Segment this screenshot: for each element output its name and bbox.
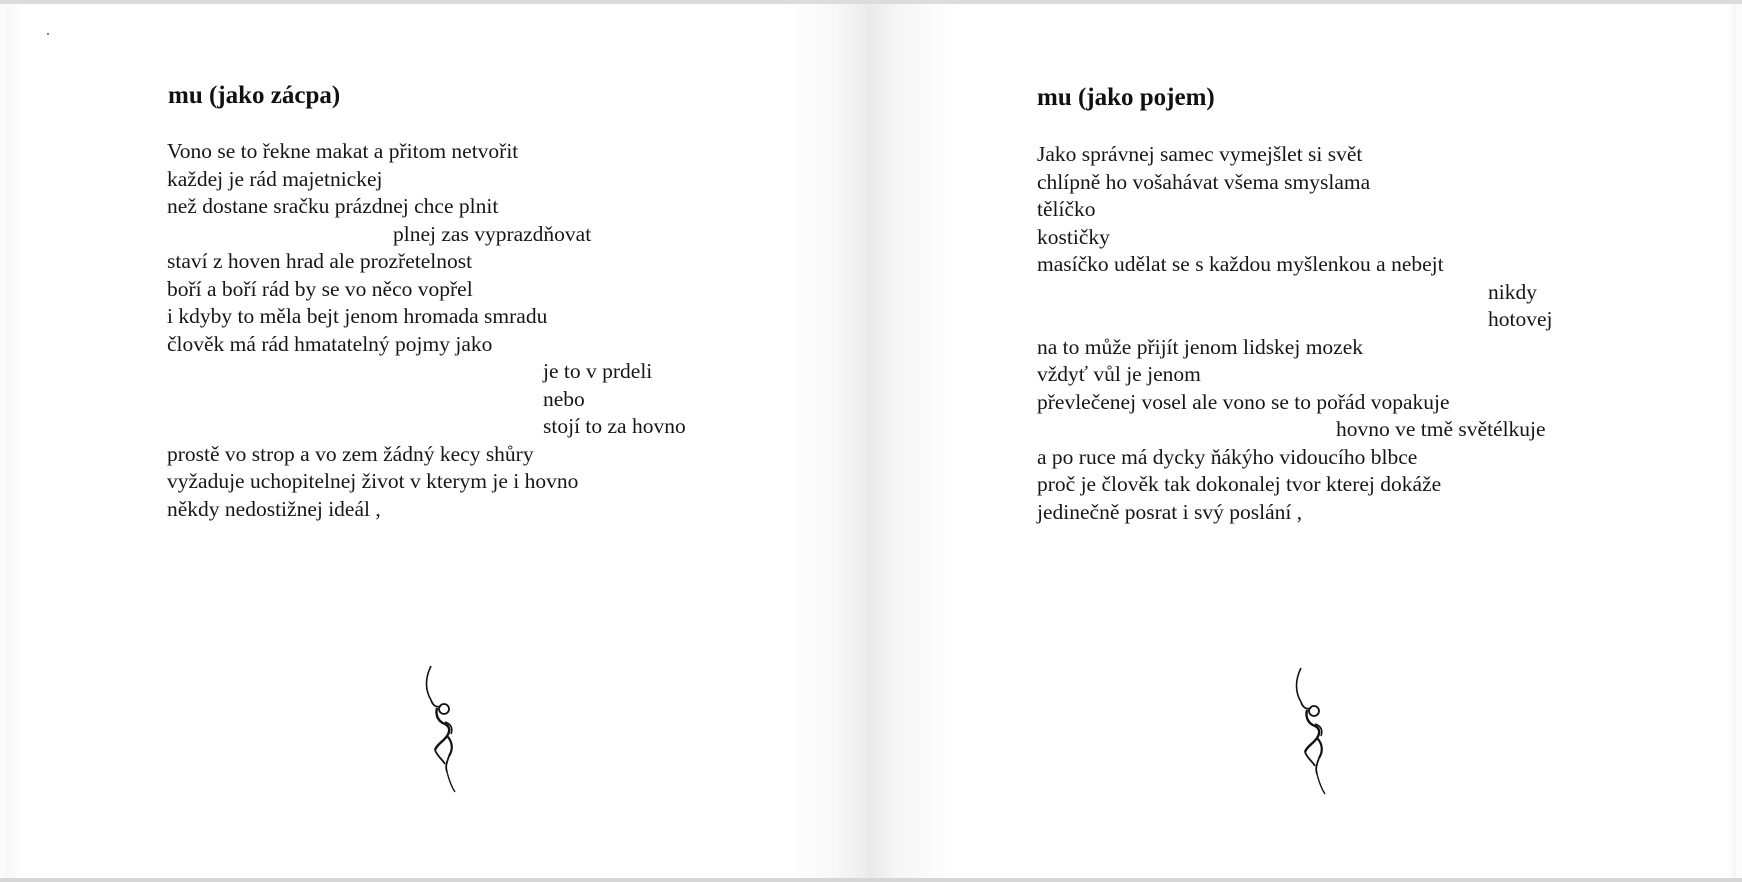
left-poem-title: mu (jako zácpa) [168,82,341,109]
poem-line: člověk má rád hmatatelný pojmy jako [167,331,493,356]
poem-line: proč je člověk tak dokonalej tvor kterej dokáže [1037,472,1442,496]
scan-speck [47,33,49,35]
poem-line: vždyť vůl je jenom [1037,362,1201,386]
poem-line: boří a boří rád by se vo něco vopřel [167,276,473,301]
poem-line: nikdy [1488,279,1537,304]
poem-line: hovno ve tmě světélkuje [1336,417,1546,441]
poem-line: masíčko udělat se s každou myšlenkou a nebejt [1037,252,1444,276]
poem-line: nebo [543,386,585,411]
poem-line: kostičky [1037,224,1110,249]
poem-line: někdy nedostižnej ideál , [167,496,381,521]
scan-edge-bottom [0,878,1742,882]
poem-line: jedinečně posrat i svý poslání , [1037,499,1303,524]
poem-line: hotovej [1488,307,1553,331]
climbing-figure-icon [423,664,463,796]
poem-line: na to může přijít jenom lidskej mozek [1037,334,1364,359]
poem-line: převlečenej vosel ale vono se to pořád vopakuje [1037,389,1450,414]
poem-line: každej je rád majetnickej [167,166,383,191]
right-poem-body [1037,141,1553,526]
poem-line: tělíčko [1037,197,1096,221]
climbing-figure-icon [1293,666,1333,798]
left-poem-body [167,138,686,523]
poem-line: a po ruce má dycky ňákýho vidoucího blbce [1037,444,1418,469]
poem-line: vyžaduje uchopitelnej život v kterym je i hovno [167,469,579,493]
poem-line: staví z hoven hrad ale prozřetelnost [167,249,473,273]
poem-line: je to v prdeli [543,359,653,383]
poem-line: stojí to za hovno [543,414,686,438]
poem-line: Vono se to řekne makat a přitom netvořit [167,139,519,163]
right-poem-title: mu (jako pojem) [1037,84,1215,111]
poem-line: i kdyby to měla bejt jenom hromada smradu [167,304,548,328]
poem-line: než dostane sračku prázdnej chce plnit [167,194,499,218]
poem-line: Jako správnej samec vymejšlet si svět [1037,142,1363,166]
poem-line: prostě vo strop a vo zem žádný kecy shůry [167,441,534,466]
poem-line: chlípně ho vošahávat všema smyslama [1037,169,1371,194]
poem-line: plnej zas vyprazdňovat [393,221,592,246]
